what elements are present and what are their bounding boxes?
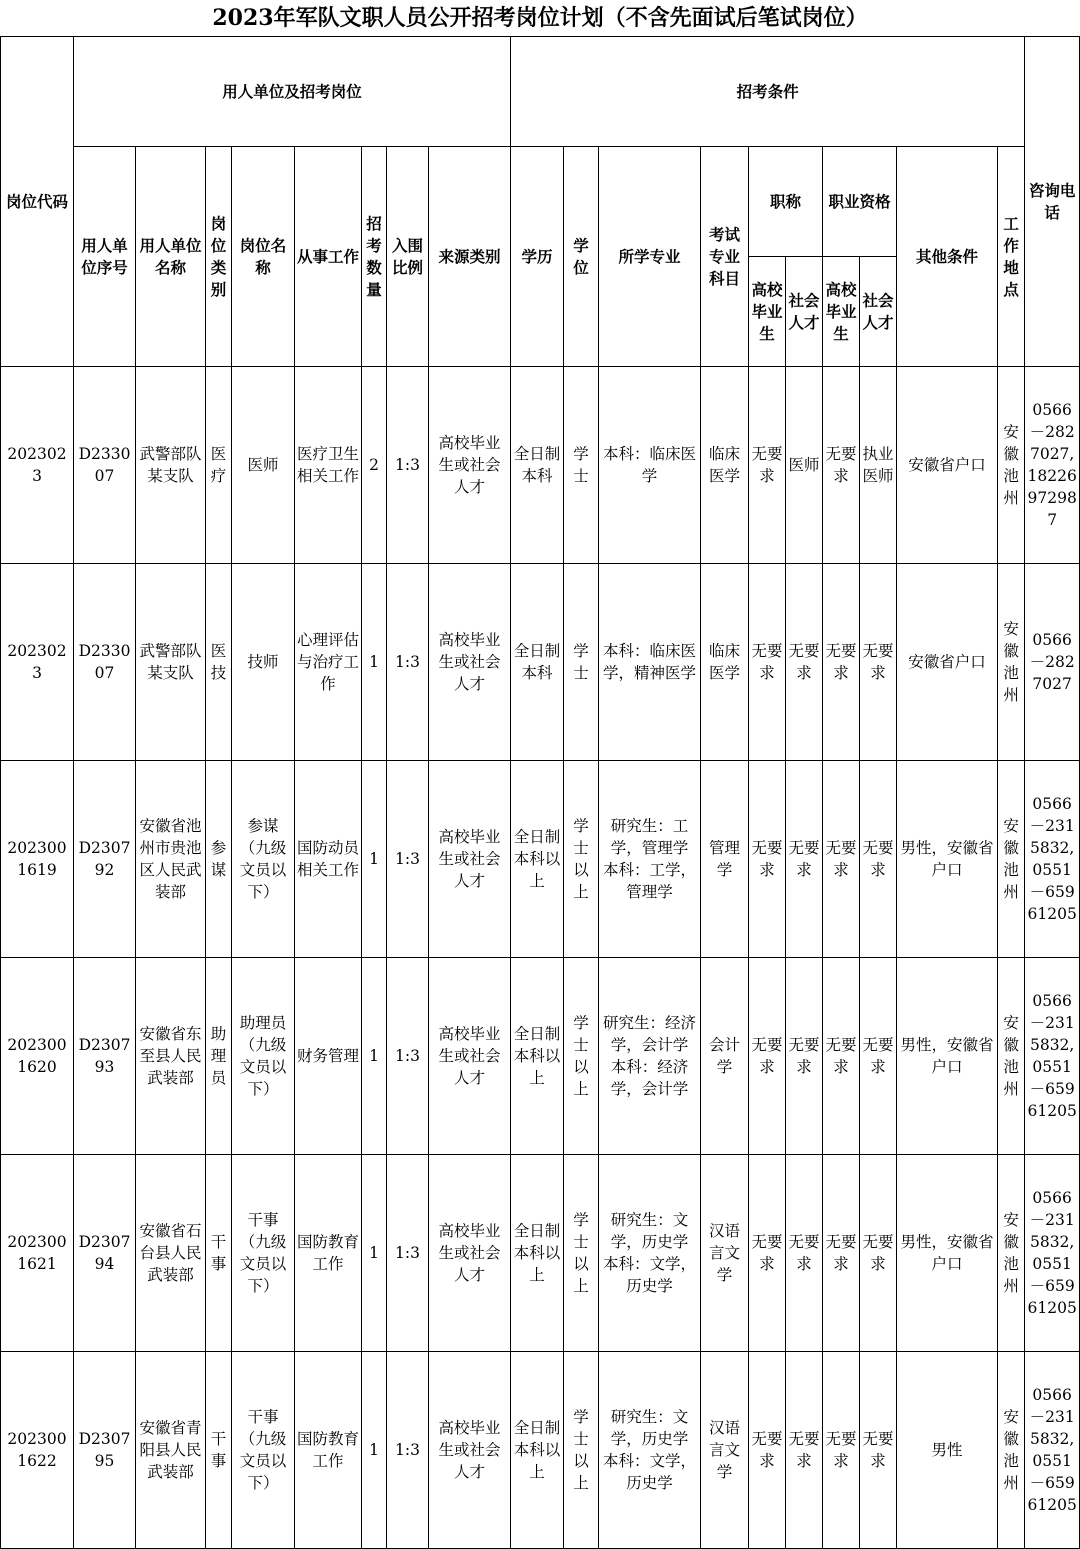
- cell-edu: 全日制本科: [511, 564, 564, 761]
- header-phone: 咨询电话: [1025, 37, 1080, 367]
- cell-code: 2023001619: [1, 761, 74, 958]
- cell-edu: 全日制本科以上: [511, 761, 564, 958]
- cell-major: 本科：临床医学: [599, 367, 701, 564]
- cell-phone: 0566－2827027: [1025, 564, 1080, 761]
- header-education: 学历: [511, 147, 564, 367]
- cell-edu: 全日制本科: [511, 367, 564, 564]
- cell-other: 安徽省户口: [897, 367, 998, 564]
- cell-qual-grad: 无要求: [823, 367, 860, 564]
- header-post-name: 岗位名称: [232, 147, 295, 367]
- cell-degree: 学士以上: [564, 761, 599, 958]
- cell-location: 安徽池州: [998, 761, 1025, 958]
- cell-subject: 临床医学: [701, 367, 749, 564]
- table-row: [1, 1352, 1080, 1549]
- cell-count: 1: [362, 958, 387, 1155]
- cell-location: 安徽池州: [998, 1155, 1025, 1352]
- table-row: [1, 761, 1080, 958]
- cell-subject: 管理学: [701, 761, 749, 958]
- cell-type: 干事: [206, 1352, 232, 1549]
- cell-qual-grad: 无要求: [823, 1352, 860, 1549]
- cell-seq: D233007: [74, 367, 136, 564]
- cell-title-social: 医师: [786, 367, 823, 564]
- header-major: 所学专业: [599, 147, 701, 367]
- cell-qual-social: 无要求: [860, 761, 897, 958]
- cell-source: 高校毕业生或社会人才: [429, 367, 511, 564]
- cell-ratio: 1:3: [387, 761, 429, 958]
- cell-other: 男性，安徽省户口: [897, 1155, 998, 1352]
- cell-work: 财务管理: [295, 958, 362, 1155]
- cell-work: 医疗卫生相关工作: [295, 367, 362, 564]
- cell-name: 技师: [232, 564, 295, 761]
- cell-major: 研究生：经济学，会计学 本科：经济学，会计学: [599, 958, 701, 1155]
- cell-name: 医师: [232, 367, 295, 564]
- cell-edu: 全日制本科以上: [511, 1352, 564, 1549]
- cell-other: 男性: [897, 1352, 998, 1549]
- cell-qual-social: 无要求: [860, 1155, 897, 1352]
- header-qual-grad: 高校毕业生: [823, 257, 860, 367]
- cell-major: 研究生：工学，管理学 本科：工学，管理学: [599, 761, 701, 958]
- cell-ratio: 1:3: [387, 367, 429, 564]
- cell-type: 干事: [206, 1155, 232, 1352]
- cell-phone: 0566－2315832,0551－65961205: [1025, 1352, 1080, 1549]
- header-unit-name: 用人单位名称: [136, 147, 206, 367]
- table-row: [1, 367, 1080, 564]
- cell-qual-grad: 无要求: [823, 1155, 860, 1352]
- cell-code: 2023001621: [1, 1155, 74, 1352]
- table-row: [1, 958, 1080, 1155]
- cell-major: 研究生：文学，历史学 本科：文学，历史学: [599, 1155, 701, 1352]
- header-qual-group: 职业资格: [823, 147, 897, 257]
- cell-unit: 安徽省东至县人民武装部: [136, 958, 206, 1155]
- cell-phone: 0566－2315832,0551－65961205: [1025, 761, 1080, 958]
- cell-seq: D230792: [74, 761, 136, 958]
- cell-code: 2023023: [1, 367, 74, 564]
- cell-name: 助理员（九级文员以下）: [232, 958, 295, 1155]
- cell-other: 安徽省户口: [897, 564, 998, 761]
- header-degree: 学位: [564, 147, 599, 367]
- recruitment-table: [0, 36, 1080, 1549]
- cell-work: 心理评估与治疗工作: [295, 564, 362, 761]
- cell-subject: 汉语言文学: [701, 1155, 749, 1352]
- cell-location: 安徽池州: [998, 958, 1025, 1155]
- cell-unit: 安徽省池州市贵池区人民武装部: [136, 761, 206, 958]
- cell-location: 安徽池州: [998, 564, 1025, 761]
- cell-title-social: 无要求: [786, 1155, 823, 1352]
- cell-other: 男性，安徽省户口: [897, 958, 998, 1155]
- cell-degree: 学士: [564, 564, 599, 761]
- cell-title-grad: 无要求: [749, 1155, 786, 1352]
- cell-title-social: 无要求: [786, 1352, 823, 1549]
- cell-qual-grad: 无要求: [823, 761, 860, 958]
- header-title-grad: 高校毕业生: [749, 257, 786, 367]
- header-qual-social: 社会人才: [860, 257, 897, 367]
- cell-unit: 武警部队某支队: [136, 367, 206, 564]
- cell-degree: 学士以上: [564, 958, 599, 1155]
- cell-work: 国防教育工作: [295, 1352, 362, 1549]
- header-post-type: 岗位类别: [206, 147, 232, 367]
- header-location: 工作地点: [998, 147, 1025, 367]
- cell-qual-grad: 无要求: [823, 564, 860, 761]
- cell-unit: 安徽省青阳县人民武装部: [136, 1352, 206, 1549]
- cell-count: 1: [362, 564, 387, 761]
- cell-location: 安徽池州: [998, 1352, 1025, 1549]
- header-group-conditions: 招考条件: [511, 37, 1025, 147]
- cell-other: 男性，安徽省户口: [897, 761, 998, 958]
- cell-subject: 临床医学: [701, 564, 749, 761]
- cell-qual-social: 无要求: [860, 564, 897, 761]
- header-other: 其他条件: [897, 147, 998, 367]
- header-unit-seq: 用人单位序号: [74, 147, 136, 367]
- cell-title-grad: 无要求: [749, 564, 786, 761]
- cell-qual-social: 无要求: [860, 1352, 897, 1549]
- cell-subject: 汉语言文学: [701, 1352, 749, 1549]
- cell-qual-grad: 无要求: [823, 958, 860, 1155]
- cell-title-social: 无要求: [786, 761, 823, 958]
- cell-source: 高校毕业生或社会人才: [429, 958, 511, 1155]
- cell-name: 干事（九级文员以下）: [232, 1155, 295, 1352]
- cell-ratio: 1:3: [387, 958, 429, 1155]
- cell-source: 高校毕业生或社会人才: [429, 1155, 511, 1352]
- cell-count: 1: [362, 1352, 387, 1549]
- cell-code: 2023001620: [1, 958, 74, 1155]
- cell-work: 国防教育工作: [295, 1155, 362, 1352]
- cell-unit: 武警部队某支队: [136, 564, 206, 761]
- header-title-group: 职称: [749, 147, 823, 257]
- cell-qual-social: 无要求: [860, 958, 897, 1155]
- cell-qual-social: 执业医师: [860, 367, 897, 564]
- cell-phone: 0566－2315832,0551－65961205: [1025, 1155, 1080, 1352]
- cell-major: 研究生：文学，历史学 本科：文学，历史学: [599, 1352, 701, 1549]
- cell-edu: 全日制本科以上: [511, 1155, 564, 1352]
- header-title-social: 社会人才: [786, 257, 823, 367]
- cell-phone: 0566－2315832,0551－65961205: [1025, 958, 1080, 1155]
- cell-seq: D230795: [74, 1352, 136, 1549]
- cell-subject: 会计学: [701, 958, 749, 1155]
- cell-type: 医疗: [206, 367, 232, 564]
- header-count: 招考数量: [362, 147, 387, 367]
- header-exam-subject: 考试专业科目: [701, 147, 749, 367]
- cell-title-social: 无要求: [786, 564, 823, 761]
- cell-source: 高校毕业生或社会人才: [429, 564, 511, 761]
- cell-degree: 学士: [564, 367, 599, 564]
- cell-count: 1: [362, 1155, 387, 1352]
- header-work: 从事工作: [295, 147, 362, 367]
- cell-seq: D230794: [74, 1155, 136, 1352]
- header-ratio: 入围比例: [387, 147, 429, 367]
- cell-code: 2023023: [1, 564, 74, 761]
- cell-title-grad: 无要求: [749, 367, 786, 564]
- cell-seq: D233007: [74, 564, 136, 761]
- cell-major: 本科：临床医学，精神医学: [599, 564, 701, 761]
- page-title: 2023年军队文职人员公开招考岗位计划（不含先面试后笔试岗位）: [212, 5, 868, 31]
- cell-location: 安徽池州: [998, 367, 1025, 564]
- cell-edu: 全日制本科以上: [511, 958, 564, 1155]
- cell-work: 国防动员相关工作: [295, 761, 362, 958]
- table-row: [1, 564, 1080, 761]
- table-row: [1, 1155, 1080, 1352]
- header-post-code: 岗位代码: [1, 37, 74, 367]
- cell-phone: 0566－2827027,18226972987: [1025, 367, 1080, 564]
- cell-count: 1: [362, 761, 387, 958]
- cell-source: 高校毕业生或社会人才: [429, 1352, 511, 1549]
- cell-type: 医技: [206, 564, 232, 761]
- cell-title-grad: 无要求: [749, 1352, 786, 1549]
- cell-name: 干事（九级文员以下）: [232, 1352, 295, 1549]
- cell-degree: 学士以上: [564, 1155, 599, 1352]
- header-source: 来源类别: [429, 147, 511, 367]
- cell-type: 参谋: [206, 761, 232, 958]
- header-group-unit: 用人单位及招考岗位: [74, 37, 511, 147]
- cell-title-social: 无要求: [786, 958, 823, 1155]
- cell-count: 2: [362, 367, 387, 564]
- cell-ratio: 1:3: [387, 564, 429, 761]
- cell-code: 2023001622: [1, 1352, 74, 1549]
- cell-ratio: 1:3: [387, 1155, 429, 1352]
- cell-unit: 安徽省石台县人民武装部: [136, 1155, 206, 1352]
- cell-name: 参谋（九级文员以下）: [232, 761, 295, 958]
- cell-ratio: 1:3: [387, 1352, 429, 1549]
- cell-title-grad: 无要求: [749, 761, 786, 958]
- cell-seq: D230793: [74, 958, 136, 1155]
- cell-type: 助理员: [206, 958, 232, 1155]
- cell-title-grad: 无要求: [749, 958, 786, 1155]
- cell-source: 高校毕业生或社会人才: [429, 761, 511, 958]
- cell-degree: 学士以上: [564, 1352, 599, 1549]
